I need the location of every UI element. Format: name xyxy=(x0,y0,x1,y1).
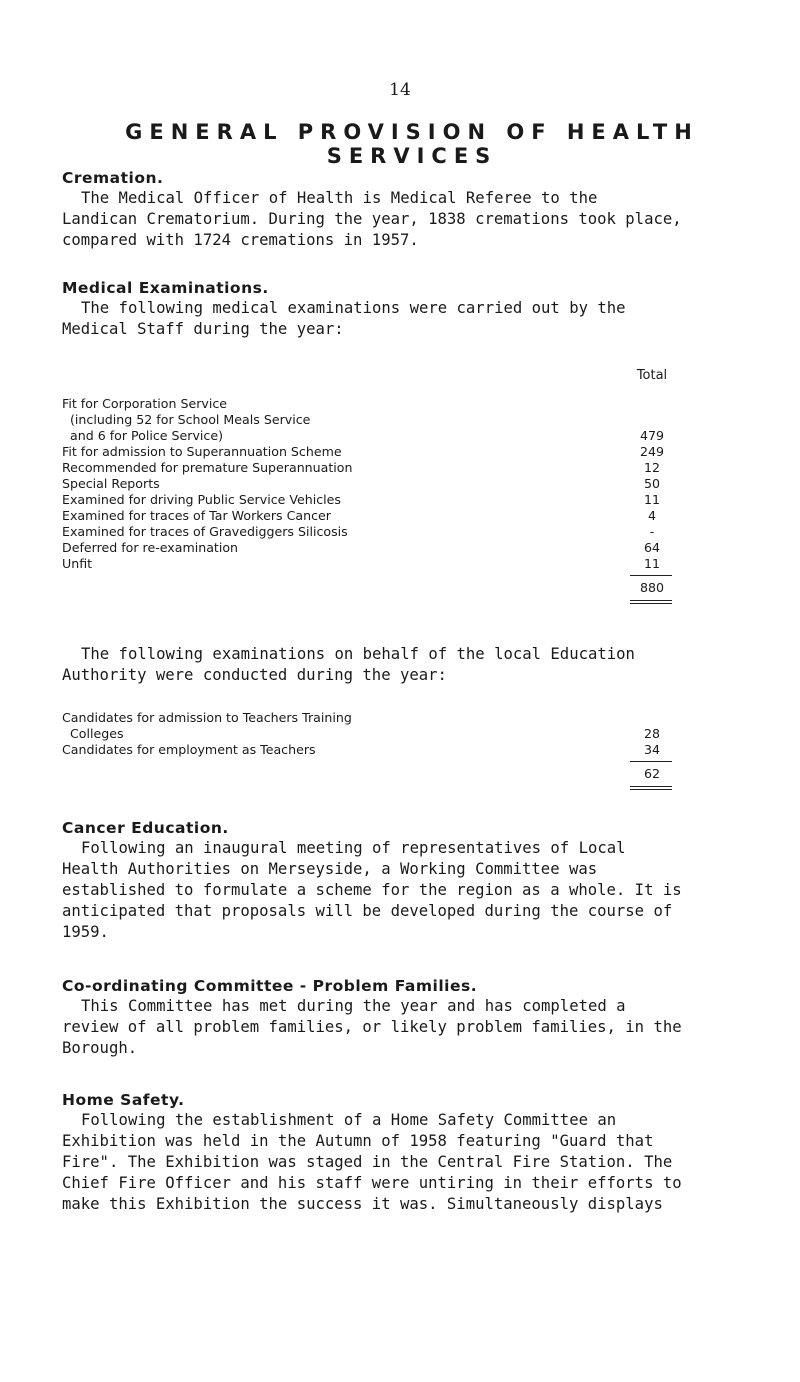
row-value: 4 xyxy=(647,508,656,523)
education-exam-table xyxy=(62,710,702,800)
cancer-section xyxy=(62,818,762,943)
double-rule-top xyxy=(630,600,672,601)
home-safety-heading: Home Safety. xyxy=(62,1091,185,1109)
text-line: Medical Staff during the year: xyxy=(62,320,344,338)
text-line: Landican Crematorium. During the year, 1838 cremations took place, xyxy=(62,210,682,228)
text-line: The Medical Officer of Health is Medical Referee to the xyxy=(81,189,598,207)
coord-text xyxy=(62,996,762,1059)
row-label: Examined for traces of Gravediggers Silicosis xyxy=(62,524,348,539)
text-line: Exhibition was held in the Autumn of 1958 featuring "Guard that xyxy=(62,1132,654,1150)
row-value: 28 xyxy=(643,726,661,741)
table-row xyxy=(62,556,662,572)
page-title: GENERAL PROVISION OF HEALTH SERVICES xyxy=(125,120,699,168)
row-value: 11 xyxy=(643,556,661,571)
education-total: 62 xyxy=(643,766,661,781)
medical-total: 880 xyxy=(639,580,665,595)
double-rule-top xyxy=(630,786,672,787)
row-value: 249 xyxy=(639,444,665,459)
table-row xyxy=(62,460,662,476)
text-line: make this Exhibition the success it was. Simultaneously displays xyxy=(62,1195,663,1213)
medical-heading: Medical Examinations. xyxy=(62,279,269,297)
row-label: Examined for traces of Tar Workers Cancer xyxy=(62,508,331,523)
table-row xyxy=(62,508,662,524)
row-label: Special Reports xyxy=(62,476,160,491)
double-rule-bottom xyxy=(630,603,672,604)
text-line: Borough. xyxy=(62,1039,138,1057)
row-value: 11 xyxy=(643,492,661,507)
row-value: 479 xyxy=(639,428,665,443)
text-line: anticipated that proposals will be developed during the course of xyxy=(62,902,673,920)
page-number: 14 xyxy=(389,80,411,100)
home-safety-section xyxy=(62,1090,762,1215)
total-column-header: Total xyxy=(636,368,668,383)
text-line: Health Authorities on Merseyside, a Working Committee was xyxy=(62,860,598,878)
row-label: Candidates for admission to Teachers Training xyxy=(62,710,352,725)
table-row xyxy=(62,396,662,412)
row-value: - xyxy=(649,524,655,539)
text-line: Authority were conducted during the year: xyxy=(62,666,447,684)
row-value: 12 xyxy=(643,460,661,475)
row-label: Colleges xyxy=(70,726,124,741)
row-value: 50 xyxy=(643,476,661,491)
text-line: Fire". The Exhibition was staged in the Central Fire Station. The xyxy=(62,1153,673,1171)
row-label: Deferred for re-examination xyxy=(62,540,239,555)
text-line: Following an inaugural meeting of representatives of Local xyxy=(81,839,626,857)
table-row xyxy=(62,476,662,492)
text-line: This Committee has met during the year and has completed a xyxy=(81,997,626,1015)
row-label: Candidates for employment as Teachers xyxy=(62,742,316,757)
medical-intro xyxy=(62,298,762,340)
sum-rule xyxy=(630,575,672,576)
table-row xyxy=(62,428,665,444)
double-rule-bottom xyxy=(630,789,672,790)
cremation-section xyxy=(62,168,762,251)
text-line: established to formulate a scheme for the region as a whole. It is xyxy=(62,881,682,899)
text-line: The following examinations on behalf of the local Education xyxy=(81,645,635,663)
table-row xyxy=(62,540,662,556)
sum-rule xyxy=(630,761,672,762)
cancer-text xyxy=(62,838,762,943)
row-label: Unfit xyxy=(62,556,93,571)
table-row xyxy=(62,710,662,726)
text-line: Chief Fire Officer and his staff were untiring in their efforts to xyxy=(62,1174,682,1192)
coord-heading: Co-ordinating Committee - Problem Families. xyxy=(62,977,478,995)
text-line: Following the establishment of a Home Safety Committee an xyxy=(81,1111,617,1129)
text-line: 1959. xyxy=(62,923,109,941)
row-label: Recommended for premature Superannuation xyxy=(62,460,353,475)
row-label: (including 52 for School Meals Service xyxy=(70,412,311,427)
cancer-heading: Cancer Education. xyxy=(62,819,229,837)
cremation-text xyxy=(62,188,762,251)
text-line: compared with 1724 cremations in 1957. xyxy=(62,231,419,249)
row-label: Fit for admission to Superannuation Scheme xyxy=(62,444,342,459)
text-line: review of all problem families, or likely problem families, in the xyxy=(62,1018,682,1036)
table-row xyxy=(62,524,662,540)
medical-section xyxy=(62,278,762,340)
row-label: Fit for Corporation Service xyxy=(62,396,228,411)
text-line: The following medical examinations were carried out by the xyxy=(81,299,626,317)
row-value: 34 xyxy=(643,742,661,757)
row-label: and 6 for Police Service) xyxy=(70,428,224,443)
education-section xyxy=(62,644,762,686)
table-row xyxy=(62,726,662,742)
row-label: Examined for driving Public Service Vehicles xyxy=(62,492,341,507)
row-value: 64 xyxy=(643,540,661,555)
home-safety-text xyxy=(62,1110,762,1215)
table-row xyxy=(62,444,665,460)
coord-section xyxy=(62,976,762,1059)
table-row xyxy=(62,412,662,428)
table-row xyxy=(62,742,662,758)
cremation-heading: Cremation. xyxy=(62,169,164,187)
table-row xyxy=(62,492,662,508)
education-intro xyxy=(62,644,762,686)
